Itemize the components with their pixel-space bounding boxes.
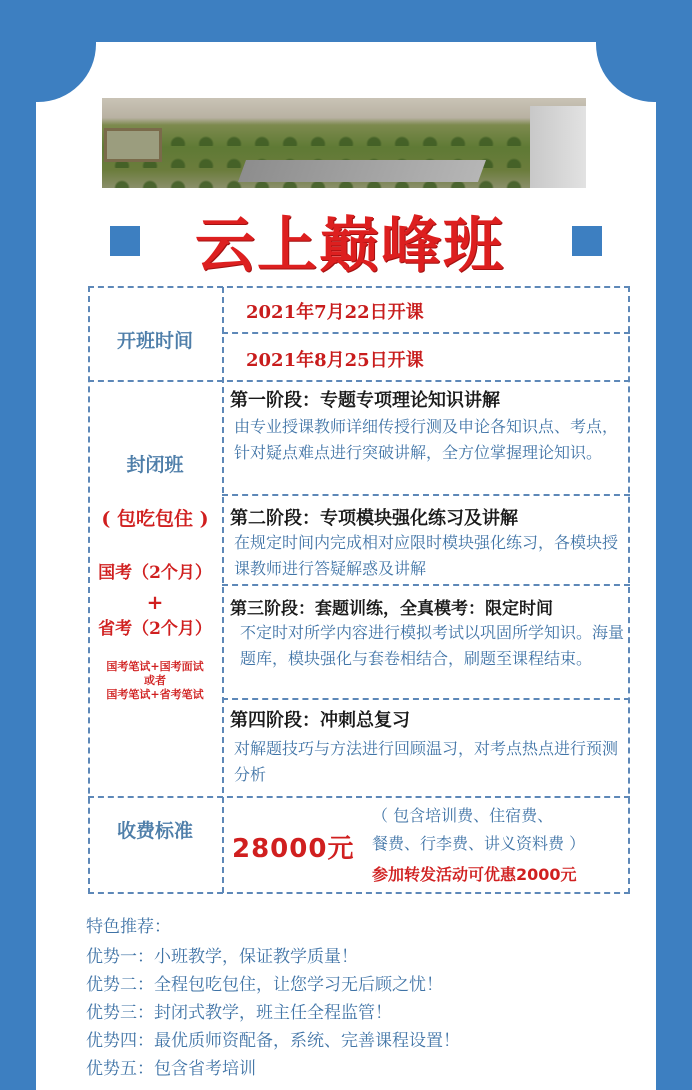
closed-class-label: 封闭班 — [126, 454, 184, 476]
plus-sign: + — [146, 590, 164, 614]
row-divider — [88, 380, 630, 382]
page-title: 云上巅峰班 — [195, 211, 505, 281]
option-b-text: 国考笔试+省考笔试 — [106, 688, 204, 701]
start-date-2: 2021年8月25日开课 — [246, 350, 424, 371]
row-divider — [222, 332, 630, 334]
stage-1-title: 第一阶段：专题专项理论知识讲解 — [230, 390, 500, 411]
fee-label: 收费标准 — [116, 820, 193, 842]
room-board-label: ( 包吃包住 ) — [101, 508, 209, 530]
price-value: 28000元 — [232, 834, 355, 864]
fee-includes-line1: （ 包含培训费、住宿费、 — [372, 806, 554, 825]
feature-item: 优势四：最优质师资配备，系统、完善课程设置！ — [86, 1031, 460, 1051]
stage-3-body: 不定时对所学内容进行模拟考试以巩固所学知识。海量题库，模块强化与套卷相结合，刷题至课程结束。 — [240, 623, 625, 668]
row-divider — [88, 796, 630, 798]
stage-1-body: 由专业授课教师详细传授行测及申论各知识点、考点，针对疑点难点进行突破讲解，全方位掌握理论知识。 — [234, 417, 619, 462]
schedule-label: 开班时间 — [116, 330, 193, 352]
feature-item: 优势三：封闭式教学，班主任全程监管！ — [86, 1003, 392, 1023]
decorative-square-right — [572, 226, 602, 256]
feature-item: 优势二：全程包吃包住，让您学习无后顾之忧！ — [86, 975, 443, 995]
stage-4-body: 对解题技巧与方法进行回顾温习，对考点热点进行预测分析 — [234, 739, 619, 784]
provincial-exam-label: 省考（2个月） — [98, 619, 212, 639]
option-a-text: 国考笔试+国考面试 — [106, 660, 204, 673]
discount-note: 参加转发活动可优惠2000元 — [372, 865, 577, 884]
row-divider — [222, 698, 630, 700]
stage-2-title: 第二阶段：专项模块强化练习及讲解 — [230, 508, 518, 529]
start-date-1: 2021年7月22日开课 — [246, 302, 424, 323]
decorative-square-left — [110, 226, 140, 256]
national-exam-label: 国考（2个月） — [98, 563, 212, 583]
row-divider — [222, 494, 630, 496]
fee-includes-line2: 餐费、行李费、讲义资料费 ） — [372, 834, 586, 853]
row-divider — [222, 584, 630, 586]
stage-3-title: 第三阶段：套题训练，全真模考：限定时间 — [230, 599, 553, 619]
table-divider — [222, 287, 224, 893]
feature-item: 优势一：小班教学，保证教学质量！ — [86, 947, 358, 967]
feature-item: 优势五：包含省考培训 — [86, 1059, 256, 1079]
or-text: 或者 — [144, 674, 166, 687]
stage-4-title: 第四阶段：冲刺总复习 — [230, 710, 410, 731]
features-title: 特色推荐： — [86, 917, 171, 937]
campus-photo — [102, 98, 586, 188]
stage-2-body: 在规定时间内完成相对应限时模块强化练习，各模块授课教师进行答疑解惑及讲解 — [234, 533, 619, 578]
